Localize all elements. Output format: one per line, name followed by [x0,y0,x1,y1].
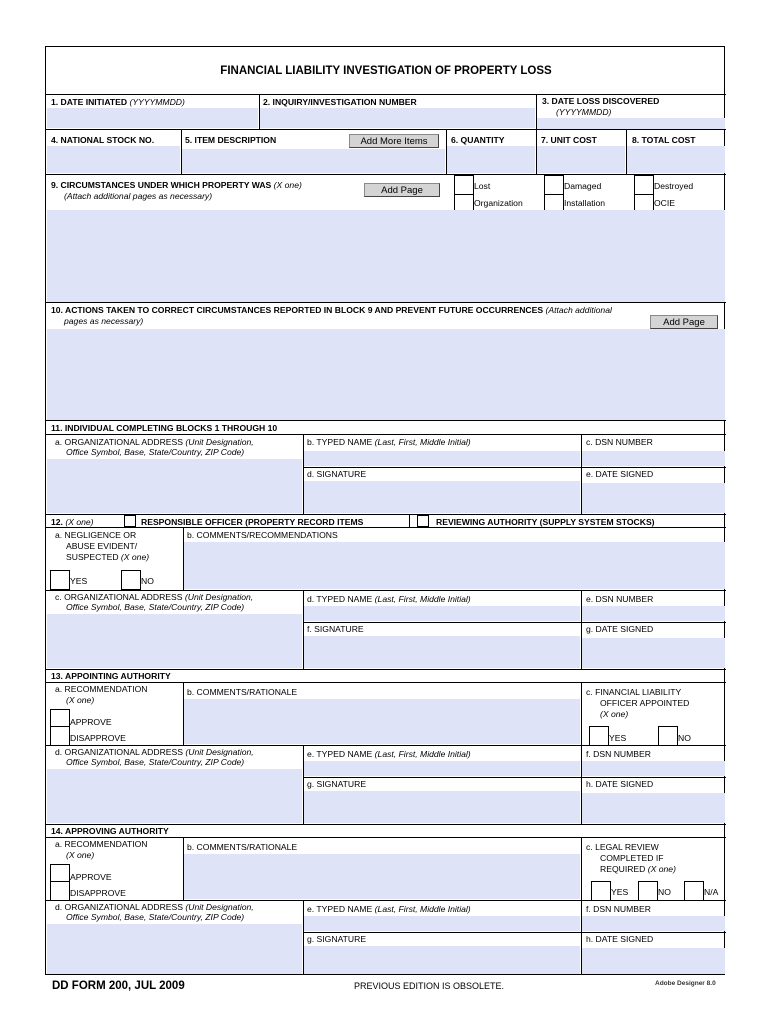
b12-date-label: g. DATE SIGNED [586,624,654,634]
b13-org-address-label: d. ORGANIZATIONAL ADDRESS (Unit Designation, [55,747,254,757]
form-title: FINANCIAL LIABILITY INVESTIGATION OF PROPERTY LOSS [220,65,552,77]
b12-comments-field[interactable] [184,542,725,589]
b13-org-address-hint: Office Symbol, Base, State/Country, ZIP Code) [66,757,245,767]
b12-org-address-hint: Office Symbol, Base, State/Country, ZIP Code) [66,602,245,612]
rule [581,682,582,745]
b13-date-label: h. DATE SIGNED [586,779,654,789]
block9-label: 9. CIRCUMSTANCES UNDER WHICH PROPERTY WAS (X one) [51,180,302,190]
b11-typed-name-field[interactable] [304,451,580,466]
legal-review-label-2: COMPLETED IF [600,853,664,863]
flo-no-label: NO [678,733,691,743]
b13-dsn-field[interactable] [582,761,725,776]
inquiry-number-field[interactable] [260,108,535,128]
negligence-yes-checkbox[interactable] [50,570,70,590]
rule [46,420,726,421]
rule [46,514,726,515]
b14-typed-name-field[interactable] [304,916,580,931]
block8-label: 8. TOTAL COST [632,135,696,145]
block5-label: 5. ITEM DESCRIPTION [185,135,277,145]
rule [46,94,726,95]
reviewing-authority-label: REVIEWING AUTHORITY (SUPPLY SYSTEM STOCKS) [436,517,655,527]
date-initiated-field[interactable] [47,108,258,128]
block14-label: 14. APPROVING AUTHORITY [51,826,169,836]
responsible-officer-label: RESPONSIBLE OFFICER (PROPERTY RECORD ITEMS [141,517,364,527]
b12-org-address-label: c. ORGANIZATIONAL ADDRESS (Unit Designation, [55,592,254,602]
b12-signature-label: f. SIGNATURE [307,624,364,634]
negligence-label-1: a. NEGLIGENCE OR [55,530,137,540]
legal-no-checkbox[interactable] [638,881,658,901]
add-page-button-9[interactable]: Add Page [364,183,440,197]
damaged-checkbox[interactable] [544,175,564,195]
b11-org-address-hint: Office Symbol, Base, State/Country, ZIP Code) [66,447,245,457]
b11-signature-field[interactable] [304,481,580,513]
add-page-button-10[interactable]: Add Page [650,315,718,329]
rule [46,669,726,670]
block3-hint: (YYYYMMDD) [556,107,612,117]
b12-org-address-field[interactable] [47,614,302,668]
b14-approve-label: APPROVE [70,872,112,882]
flo-appointed-label-1: c. FINANCIAL LIABILITY [586,687,682,697]
b14-dsn-field[interactable] [582,916,725,931]
b11-typed-name-label: b. TYPED NAME (Last, First, Middle Initial) [307,437,471,447]
b13-approve-label: APPROVE [70,717,112,727]
rule [46,682,726,683]
b12-typed-name-label: d. TYPED NAME (Last, First, Middle Initial) [307,594,471,604]
rule [303,777,726,778]
flo-no-checkbox[interactable] [658,726,678,746]
flo-appointed-hint: (X one) [600,709,629,719]
block3-label: 3. DATE LOSS DISCOVERED [542,96,660,106]
rule [46,824,726,825]
responsible-officer-checkbox[interactable] [124,515,136,527]
legal-review-label-1: c. LEGAL REVIEW [586,842,659,852]
legal-no-label: NO [658,887,671,897]
negligence-no-checkbox[interactable] [121,570,141,590]
b12-comments-label: b. COMMENTS/RECOMMENDATIONS [187,530,338,540]
b12-typed-name-field[interactable] [304,606,580,621]
form-number: DD FORM 200, JUL 2009 [52,980,185,992]
reviewing-authority-checkbox[interactable] [417,515,429,527]
b14-signature-label: g. SIGNATURE [307,934,367,944]
b11-date-label: e. DATE SIGNED [586,469,654,479]
destroyed-checkbox[interactable] [634,175,654,195]
b14-comments-field[interactable] [184,854,580,899]
block10-label: 10. ACTIONS TAKEN TO CORRECT CIRCUMSTANCES REPORTED IN BLOCK 9 AND PREVENT FUTURE OCCURRENCES (Attach additional [51,305,612,315]
negligence-label-3: SUSPECTED (X one) [66,552,150,562]
rule [46,590,726,591]
b11-org-address-field[interactable] [47,459,302,513]
block7-label: 7. UNIT COST [541,135,597,145]
block13-label: 13. APPOINTING AUTHORITY [51,671,171,681]
rule [46,745,726,746]
b13-disapprove-checkbox[interactable] [50,726,70,746]
destroyed-label: Destroyed [654,181,694,191]
total-cost-field[interactable] [627,146,725,173]
rule [46,527,726,528]
b13-typed-name-field[interactable] [304,761,580,776]
b13-recommendation-hint: (X one) [66,695,95,705]
national-stock-field[interactable] [47,146,180,173]
flo-appointed-label-2: OFFICER APPOINTED [600,698,690,708]
b14-org-address-label: d. ORGANIZATIONAL ADDRESS (Unit Designation, [55,902,254,912]
block2-label: 2. INQUIRY/INVESTIGATION NUMBER [263,97,417,107]
installation-label: Installation [564,198,606,208]
actions-taken-field[interactable] [47,329,725,420]
b14-dsn-label: f. DSN NUMBER [586,904,651,914]
organization-label: Organization [474,198,523,208]
rule [46,837,726,838]
b14-disapprove-checkbox[interactable] [50,881,70,901]
b14-org-address-hint: Office Symbol, Base, State/Country, ZIP Code) [66,912,245,922]
b12-signature-field[interactable] [304,636,580,668]
b14-signature-field[interactable] [304,946,580,974]
rule [46,174,726,175]
b12-date-field[interactable] [582,638,725,668]
b11-signature-label: d. SIGNATURE [307,469,367,479]
b14-recommendation-hint: (X one) [66,850,95,860]
b14-org-address-field[interactable] [47,924,302,974]
block1-label: 1. DATE INITIATED (YYYYMMDD) [51,97,185,107]
quantity-field[interactable] [447,146,535,173]
b13-signature-label: g. SIGNATURE [307,779,367,789]
damaged-label: Damaged [564,181,602,191]
rule [46,129,726,130]
legal-na-checkbox[interactable] [684,881,704,901]
b13-typed-name-label: e. TYPED NAME (Last, First, Middle Initial) [307,749,471,759]
b13-signature-field[interactable] [304,791,580,823]
rule [303,932,726,933]
obsolete-notice: PREVIOUS EDITION IS OBSOLETE. [354,981,505,991]
negligence-yes-label: YES [70,576,88,586]
b11-date-field[interactable] [582,483,725,513]
block9-sub: (Attach additional pages as necessary) [64,191,213,201]
b12-dsn-field[interactable] [582,606,725,621]
lost-label: Lost [474,181,491,191]
block10-sub: pages as necessary) [64,316,144,326]
b14-recommendation-label: a. RECOMMENDATION [55,839,148,849]
rule [581,837,582,900]
add-more-items-button[interactable]: Add More Items [349,134,439,148]
b14-disapprove-label: DISAPPROVE [70,888,126,898]
block12-label: 12. (X one) [51,517,94,527]
b11-org-address-label: a. ORGANIZATIONAL ADDRESS (Unit Designation, [55,437,254,447]
negligence-no-label: NO [141,576,154,586]
block11-label: 11. INDIVIDUAL COMPLETING BLOCKS 1 THROUGH 10 [51,423,278,433]
legal-yes-checkbox[interactable] [591,881,611,901]
b13-org-address-field[interactable] [47,769,302,823]
rule [303,622,726,623]
legal-review-label-3: REQUIRED (X one) [600,864,676,874]
b14-typed-name-label: e. TYPED NAME (Last, First, Middle Initial) [307,904,471,914]
unit-cost-field[interactable] [537,146,625,173]
b11-dsn-field[interactable] [582,451,725,466]
b13-dsn-label: f. DSN NUMBER [586,749,651,759]
b14-comments-label: b. COMMENTS/RATIONALE [187,842,298,852]
rule [409,514,410,527]
b13-date-field[interactable] [582,793,725,823]
dd-form-200 [45,46,725,975]
rule [303,467,726,468]
b14-date-field[interactable] [582,948,725,974]
item-description-field[interactable] [182,149,445,173]
software-note: Adobe Designer 8.0 [655,980,716,987]
block6-label: 6. QUANTITY [451,135,505,145]
flo-yes-label: YES [609,733,627,743]
rule [46,900,726,901]
negligence-label-2: ABUSE EVIDENT/ [66,541,138,551]
b13-comments-field[interactable] [184,699,580,744]
lost-checkbox[interactable] [454,175,474,195]
b13-disapprove-label: DISAPPROVE [70,733,126,743]
circumstances-field[interactable] [47,210,725,302]
b14-date-label: h. DATE SIGNED [586,934,654,944]
flo-yes-checkbox[interactable] [589,726,609,746]
b13-recommendation-label: a. RECOMMENDATION [55,684,148,694]
b11-dsn-label: c. DSN NUMBER [586,437,653,447]
rule [46,434,726,435]
legal-yes-label: YES [611,887,629,897]
b12-dsn-label: e. DSN NUMBER [586,594,654,604]
ocie-label: OCIE [654,198,676,208]
b13-comments-label: b. COMMENTS/RATIONALE [187,687,298,697]
block4-label: 4. NATIONAL STOCK NO. [51,135,155,145]
rule [46,302,726,303]
legal-na-label: N/A [704,887,719,897]
